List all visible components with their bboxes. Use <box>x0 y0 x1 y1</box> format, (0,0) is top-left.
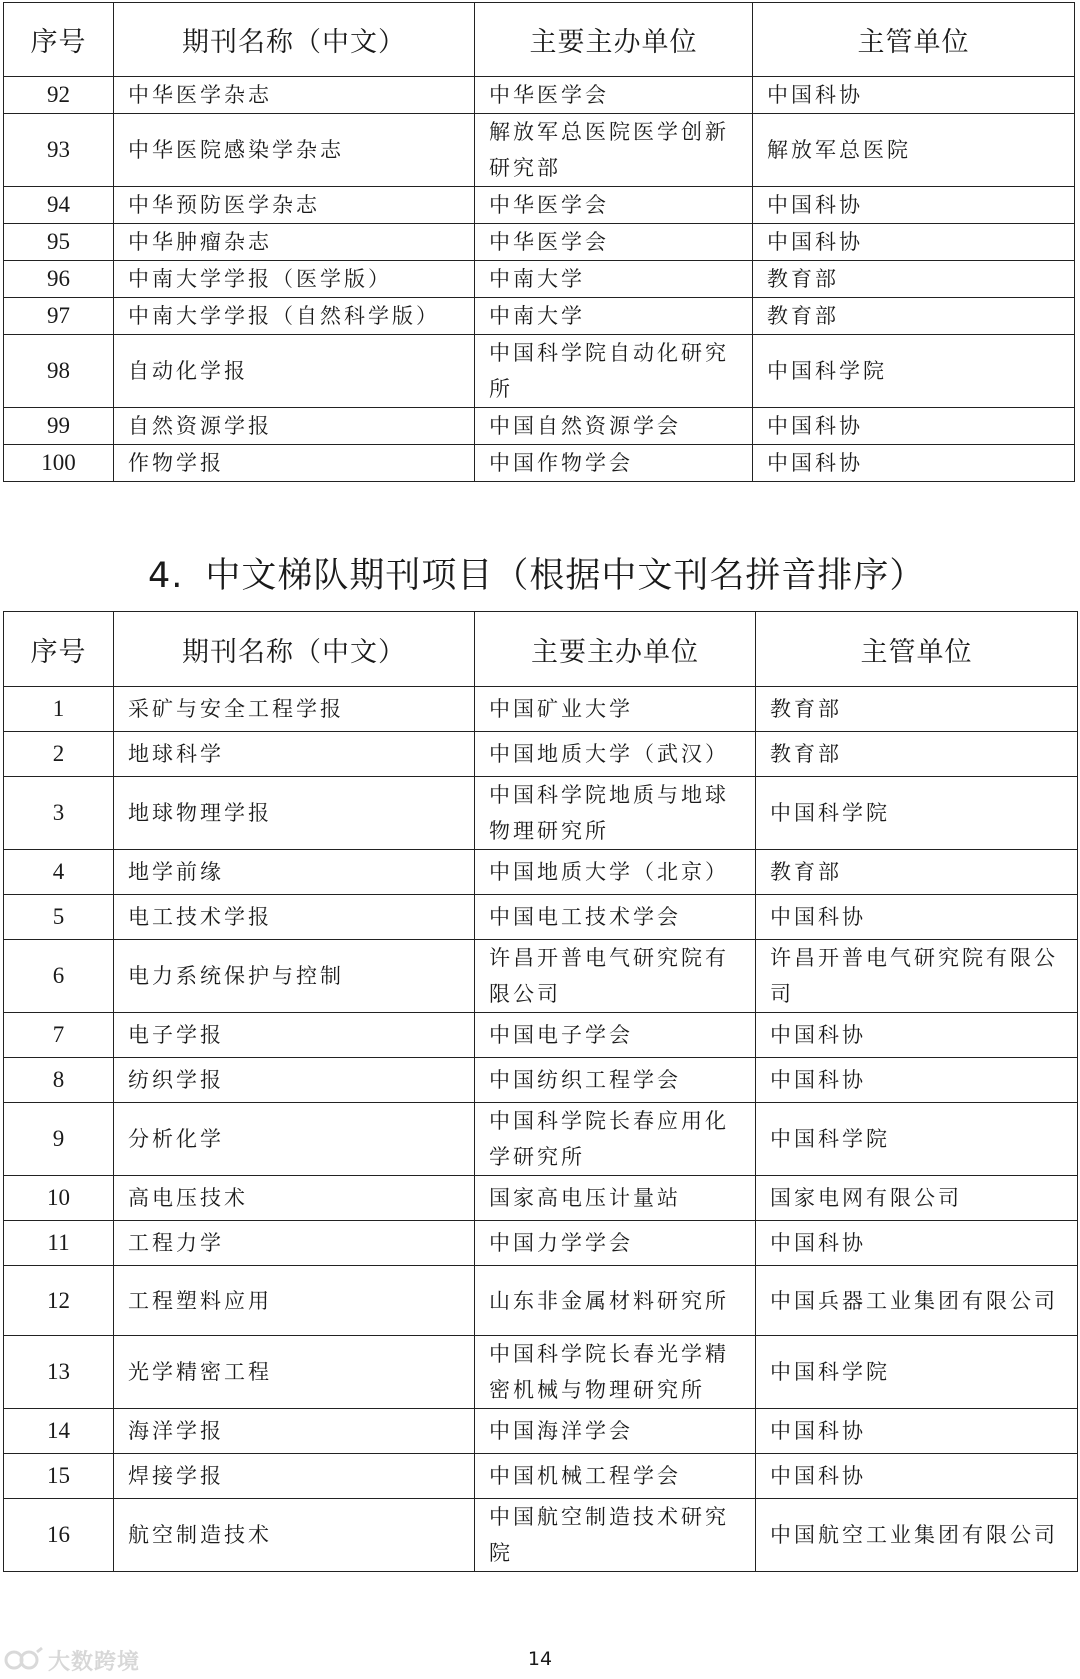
cell-serial: 99 <box>4 408 114 445</box>
page-number: 14 <box>527 1648 553 1670</box>
cell-sponsor: 中国纺织工程学会 <box>475 1058 756 1103</box>
cell-serial: 96 <box>4 261 114 298</box>
cell-serial: 10 <box>4 1176 114 1221</box>
cell-sponsor: 中国自然资源学会 <box>475 408 753 445</box>
cell-authority: 许昌开普电气研究院有限公司 <box>756 940 1078 1013</box>
cell-journal-name: 中华医学杂志 <box>114 77 475 114</box>
table-row <box>4 298 1075 335</box>
cell-sponsor: 中南大学 <box>475 261 753 298</box>
cell-sponsor: 中华医学会 <box>475 187 753 224</box>
cell-journal-name: 电工技术学报 <box>114 895 475 940</box>
cell-journal-name: 自然资源学报 <box>114 408 475 445</box>
table-row <box>4 1221 1078 1266</box>
cell-serial: 94 <box>4 187 114 224</box>
table-row <box>4 895 1078 940</box>
cell-authority: 中国航空工业集团有限公司 <box>756 1499 1078 1572</box>
cell-authority: 中国科协 <box>756 1058 1078 1103</box>
cell-journal-name: 光学精密工程 <box>114 1336 475 1409</box>
cell-journal-name: 中华医院感染学杂志 <box>114 114 475 187</box>
cell-sponsor: 中南大学 <box>475 298 753 335</box>
header-sponsor: 主要主办单位 <box>475 3 753 77</box>
cell-sponsor: 中国作物学会 <box>475 445 753 482</box>
cell-authority: 中国科协 <box>753 445 1075 482</box>
cell-authority: 中国科协 <box>753 224 1075 261</box>
cell-sponsor: 中国地质大学（北京） <box>475 850 756 895</box>
cell-serial: 95 <box>4 224 114 261</box>
table-row <box>4 1336 1078 1409</box>
cell-sponsor: 中国科学院自动化研究所 <box>475 335 753 408</box>
header-journal-name: 期刊名称（中文） <box>114 612 475 687</box>
table-row <box>4 408 1075 445</box>
table-row <box>4 335 1075 408</box>
cell-sponsor: 中国电工技术学会 <box>475 895 756 940</box>
cell-journal-name: 高电压技术 <box>114 1176 475 1221</box>
table-row <box>4 1176 1078 1221</box>
cell-authority: 教育部 <box>753 298 1075 335</box>
cell-sponsor: 国家高电压计量站 <box>475 1176 756 1221</box>
cell-journal-name: 工程塑料应用 <box>114 1266 475 1336</box>
cell-authority: 中国科协 <box>753 187 1075 224</box>
cell-authority: 中国科协 <box>753 77 1075 114</box>
cell-serial: 5 <box>4 895 114 940</box>
header-authority: 主管单位 <box>756 612 1078 687</box>
table-row <box>4 261 1075 298</box>
cell-authority: 教育部 <box>756 850 1078 895</box>
cell-authority: 中国科协 <box>756 1221 1078 1266</box>
section-title: 中文梯队期刊项目（根据中文刊名拼音排序） <box>205 556 926 596</box>
cell-journal-name: 工程力学 <box>114 1221 475 1266</box>
journal-table-continued <box>3 2 1075 482</box>
cell-sponsor: 中国电子学会 <box>475 1013 756 1058</box>
cell-journal-name: 航空制造技术 <box>114 1499 475 1572</box>
cell-authority: 教育部 <box>753 261 1075 298</box>
cell-serial: 98 <box>4 335 114 408</box>
table-row <box>4 1058 1078 1103</box>
cell-sponsor: 中国机械工程学会 <box>475 1454 756 1499</box>
cell-serial: 15 <box>4 1454 114 1499</box>
table-row <box>4 114 1075 187</box>
table-row <box>4 850 1078 895</box>
cell-journal-name: 自动化学报 <box>114 335 475 408</box>
cell-sponsor: 中国科学院长春应用化学研究所 <box>475 1103 756 1176</box>
cell-authority: 解放军总医院 <box>753 114 1075 187</box>
cell-journal-name: 中华预防医学杂志 <box>114 187 475 224</box>
cell-serial: 1 <box>4 687 114 732</box>
cell-serial: 4 <box>4 850 114 895</box>
cell-sponsor: 许昌开普电气研究院有限公司 <box>475 940 756 1013</box>
table-row <box>4 1013 1078 1058</box>
cell-serial: 8 <box>4 1058 114 1103</box>
cell-serial: 11 <box>4 1221 114 1266</box>
cell-sponsor: 中国矿业大学 <box>475 687 756 732</box>
cell-authority: 中国科协 <box>756 1409 1078 1454</box>
header-serial: 序号 <box>4 612 114 687</box>
journal-table-tier <box>3 611 1078 1572</box>
table-row <box>4 1454 1078 1499</box>
cell-sponsor: 中国力学学会 <box>475 1221 756 1266</box>
cell-authority: 中国科学院 <box>756 777 1078 850</box>
header-sponsor: 主要主办单位 <box>475 612 756 687</box>
cell-authority: 中国科学院 <box>756 1336 1078 1409</box>
cell-sponsor: 中国航空制造技术研究院 <box>475 1499 756 1572</box>
cell-sponsor: 山东非金属材料研究所 <box>475 1266 756 1336</box>
cell-authority: 教育部 <box>756 687 1078 732</box>
cell-authority: 教育部 <box>756 732 1078 777</box>
cell-sponsor: 解放军总医院医学创新研究部 <box>475 114 753 187</box>
cell-serial: 13 <box>4 1336 114 1409</box>
header-journal-name: 期刊名称（中文） <box>114 3 475 77</box>
cell-sponsor: 中华医学会 <box>475 224 753 261</box>
cell-serial: 97 <box>4 298 114 335</box>
cell-journal-name: 采矿与安全工程学报 <box>114 687 475 732</box>
table-row <box>4 732 1078 777</box>
table-row <box>4 1409 1078 1454</box>
cell-journal-name: 焊接学报 <box>114 1454 475 1499</box>
cell-sponsor: 中华医学会 <box>475 77 753 114</box>
table-row <box>4 77 1075 114</box>
cell-journal-name: 分析化学 <box>114 1103 475 1176</box>
cell-authority: 中国科学院 <box>756 1103 1078 1176</box>
cell-serial: 6 <box>4 940 114 1013</box>
cell-authority: 中国兵器工业集团有限公司 <box>756 1266 1078 1336</box>
cell-serial: 12 <box>4 1266 114 1336</box>
cell-serial: 16 <box>4 1499 114 1572</box>
cell-journal-name: 电子学报 <box>114 1013 475 1058</box>
cell-serial: 93 <box>4 114 114 187</box>
cell-serial: 9 <box>4 1103 114 1176</box>
table-row <box>4 1103 1078 1176</box>
table-row <box>4 187 1075 224</box>
table-row <box>4 1266 1078 1336</box>
table-row <box>4 1499 1078 1572</box>
table-header-row <box>4 612 1078 687</box>
cell-authority: 国家电网有限公司 <box>756 1176 1078 1221</box>
watermark-text: 大数跨境 <box>48 1649 141 1675</box>
cell-journal-name: 海洋学报 <box>114 1409 475 1454</box>
cell-serial: 100 <box>4 445 114 482</box>
cell-journal-name: 地学前缘 <box>114 850 475 895</box>
cell-serial: 2 <box>4 732 114 777</box>
table-row <box>4 777 1078 850</box>
table-row <box>4 224 1075 261</box>
section-number: 4. <box>148 556 184 596</box>
cell-journal-name: 地球科学 <box>114 732 475 777</box>
cell-sponsor: 中国地质大学（武汉） <box>475 732 756 777</box>
cell-serial: 3 <box>4 777 114 850</box>
cell-sponsor: 中国科学院长春光学精密机械与物理研究所 <box>475 1336 756 1409</box>
cell-authority: 中国科协 <box>756 1454 1078 1499</box>
header-authority: 主管单位 <box>753 3 1075 77</box>
cell-journal-name: 中华肿瘤杂志 <box>114 224 475 261</box>
cell-authority: 中国科协 <box>756 1013 1078 1058</box>
table-row <box>4 445 1075 482</box>
cell-journal-name: 电力系统保护与控制 <box>114 940 475 1013</box>
cell-sponsor: 中国科学院地质与地球物理研究所 <box>475 777 756 850</box>
cell-journal-name: 中南大学学报（医学版） <box>114 261 475 298</box>
cell-authority: 中国科协 <box>753 408 1075 445</box>
cell-sponsor: 中国海洋学会 <box>475 1409 756 1454</box>
header-serial: 序号 <box>4 3 114 77</box>
cell-serial: 7 <box>4 1013 114 1058</box>
table-header-row <box>4 3 1075 77</box>
cell-journal-name: 作物学报 <box>114 445 475 482</box>
cell-serial: 92 <box>4 77 114 114</box>
section-heading <box>148 548 925 598</box>
cell-journal-name: 纺织学报 <box>114 1058 475 1103</box>
table-row <box>4 940 1078 1013</box>
cell-authority: 中国科学院 <box>753 335 1075 408</box>
cell-journal-name: 地球物理学报 <box>114 777 475 850</box>
cell-authority: 中国科协 <box>756 895 1078 940</box>
table-row <box>4 687 1078 732</box>
cell-serial: 14 <box>4 1409 114 1454</box>
cell-journal-name: 中南大学学报（自然科学版） <box>114 298 475 335</box>
